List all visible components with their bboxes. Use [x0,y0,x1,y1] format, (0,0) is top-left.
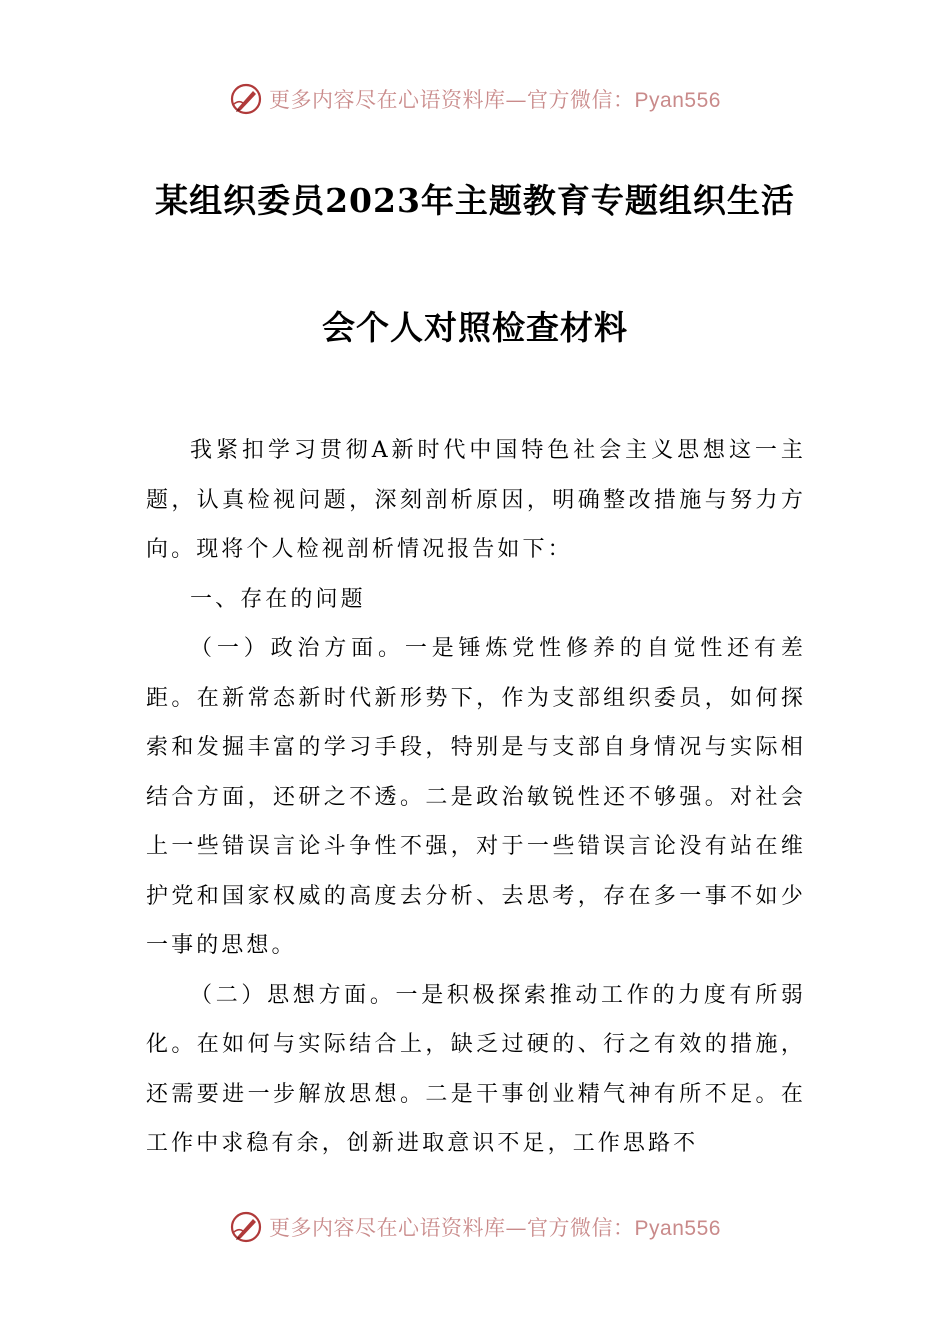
watermark-site: 更多内容尽在心语资料库 [269,1216,506,1240]
watermark-wechat-label: 官方微信： [527,88,635,112]
footer-watermark [0,1210,950,1250]
section-heading: 一、存在的问题 [190,586,366,612]
watermark-site: 更多内容尽在心语资料库 [269,88,506,112]
document-body [146,426,806,1169]
watermark-wechat-id: Pyan556 [634,89,721,112]
watermark-wechat-id: Pyan556 [634,1217,721,1240]
header-watermark [0,82,950,122]
paragraph-intro: 我紧扣学习贯彻A新时代中国特色社会主义思想这一主题，认真检视问题，深刻剖析原因，明确整改措施与努力方向。现将个人检视剖析情况报告如下： [146,438,806,562]
document-title-line-1: 某组织委员2023年主题教育专题组织生活 [155,181,795,220]
paragraph-political: （一）政治方面。一是锤炼党性修养的自觉性还有差距。在新常态新时代新形势下，作为支部组织委员，如何探索和发掘丰富的学习手段，特别是与支部自身情况与实际相结合方面，还研之不透。二是政治敏锐性还不够强。对社会上一些错误言论斗争性不强，对于一些错误言论没有站在维护党和国家权威的高度去分析、去思考，存在多一事不如少一事的思想。 [146,636,806,958]
watermark-text [269,84,721,114]
pen-logo-icon [229,1210,263,1244]
watermark-separator: — [505,1216,528,1240]
watermark-separator: — [505,88,528,112]
paragraph-ideological: （二）思想方面。一是积极探索推动工作的力度有所弱化。在如何与实际结合上，缺乏过硬的、行之有效的措施，还需要进一步解放思想。二是干事创业精气神有所不足。在工作中求稳有余，创新进取意识不足，工作思路不 [146,982,806,1156]
pen-logo-icon [229,82,263,116]
document-title-line-2: 会个人对照检查材料 [322,308,628,347]
watermark-text [269,1212,721,1242]
watermark-wechat-label: 官方微信： [527,1216,635,1240]
